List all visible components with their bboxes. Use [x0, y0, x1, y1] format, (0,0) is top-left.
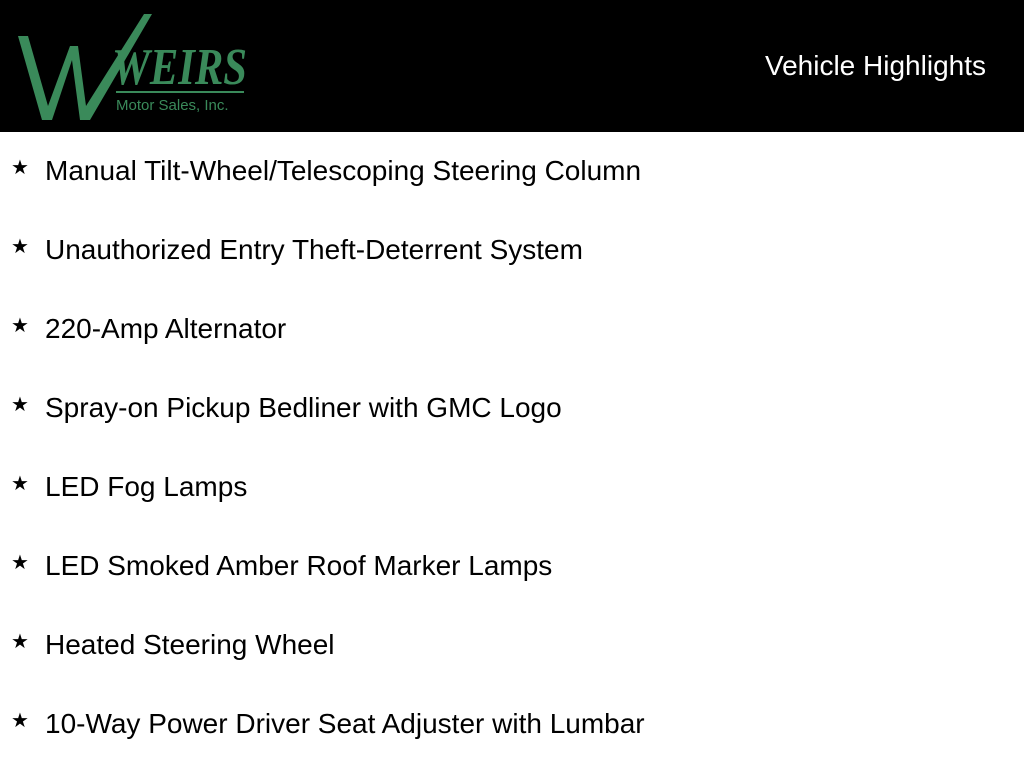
star-icon: ★ — [11, 394, 29, 416]
star-icon: ★ — [11, 473, 29, 495]
list-item — [0, 132, 1024, 211]
list-item — [0, 369, 1024, 448]
list-item — [0, 685, 1024, 764]
list-item — [0, 606, 1024, 685]
highlights-list — [0, 132, 1024, 764]
logo-wordmark: WEIRS — [112, 39, 247, 96]
list-item — [0, 290, 1024, 369]
highlight-text: LED Fog Lamps — [45, 471, 248, 502]
highlight-text: LED Smoked Amber Roof Marker Lamps — [45, 550, 553, 581]
weirs-logo-graphic — [12, 8, 252, 124]
logo-subtitle: Motor Sales, Inc. — [116, 97, 229, 114]
highlight-text: 220-Amp Alternator — [45, 313, 287, 344]
star-icon: ★ — [11, 157, 29, 179]
weirs-logo — [12, 8, 252, 124]
highlight-text: Manual Tilt-Wheel/Telescoping Steering Column — [45, 155, 642, 186]
highlight-text: Unauthorized Entry Theft-Deterrent System — [45, 234, 583, 265]
star-icon: ★ — [11, 315, 29, 337]
star-icon: ★ — [11, 631, 29, 653]
highlight-text: Heated Steering Wheel — [45, 629, 335, 660]
page-title: Vehicle Highlights — [764, 50, 986, 81]
highlight-text: Spray-on Pickup Bedliner with GMC Logo — [45, 392, 562, 423]
highlight-text: 10-Way Power Driver Seat Adjuster with Lumbar — [45, 708, 645, 739]
star-icon: ★ — [11, 710, 29, 732]
star-icon: ★ — [11, 552, 29, 574]
star-icon: ★ — [11, 236, 29, 258]
header-bar — [0, 0, 1024, 132]
list-item — [0, 448, 1024, 527]
list-item — [0, 211, 1024, 290]
list-item — [0, 527, 1024, 606]
